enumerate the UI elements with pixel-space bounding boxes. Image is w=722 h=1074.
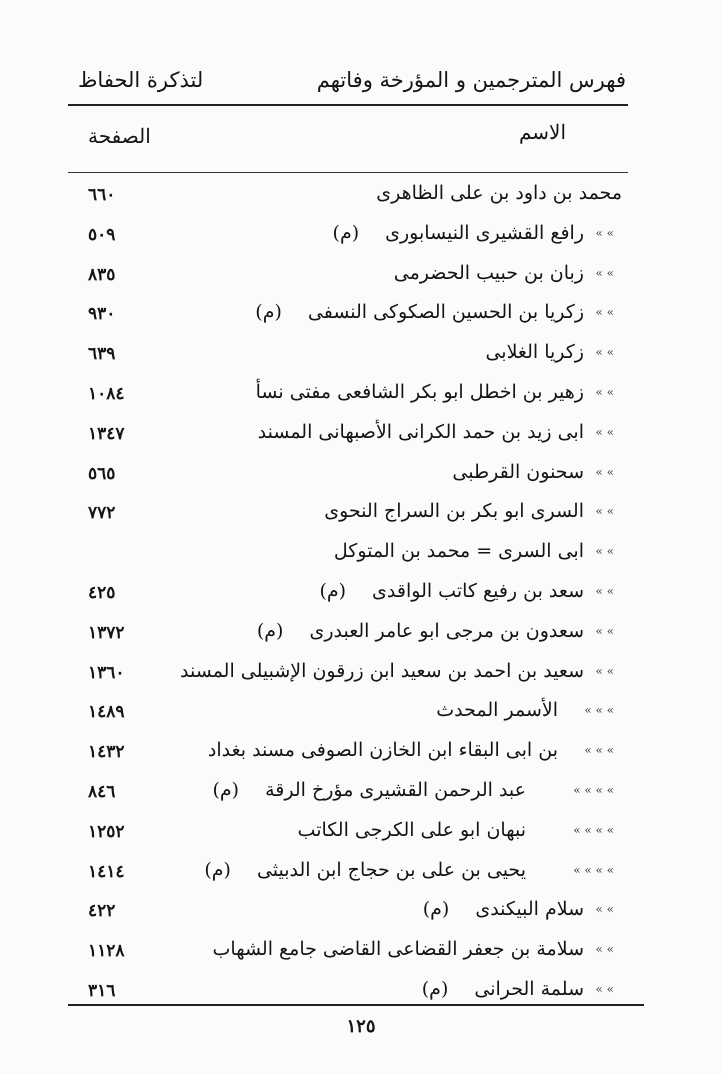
entry-name: [256, 381, 584, 403]
entry-name: [257, 620, 584, 642]
index-entry: [60, 892, 642, 932]
entry-name: [452, 461, 584, 483]
ditto-marks: » »: [595, 384, 614, 399]
entry-name-text: ابى السرى = محمد بن المتوكل: [333, 540, 584, 563]
header-rule: [68, 104, 628, 106]
index-entry: [60, 176, 642, 216]
entry-name-text: زبان بن حبيب الحضرمى: [393, 261, 584, 284]
dated-death-tag: (م): [332, 221, 360, 244]
entry-name-text: سلمة الحرانى: [474, 977, 584, 1000]
index-entry: [60, 494, 642, 534]
index-entry: [60, 295, 642, 335]
entry-page-number: ٨٤٦: [88, 781, 116, 802]
ditto-marks: » »: [595, 623, 614, 638]
ditto-marks: » »: [595, 424, 614, 439]
entry-name-text: سعدون بن مرجى ابو عامر العبدرى: [309, 619, 584, 642]
entry-page-number: ٦٦٠: [88, 185, 116, 205]
index-entry: [60, 216, 642, 256]
name-column-header: الاسم: [518, 120, 566, 144]
entry-name: [255, 301, 584, 323]
dated-death-tag: (م): [319, 579, 347, 602]
index-entry: [60, 335, 642, 375]
entry-page-number: ٥٦٥: [88, 463, 116, 484]
index-entries: [60, 176, 642, 1012]
entry-page-number: ١٣٦٠: [88, 662, 125, 683]
entry-page-number: ٨٣٥: [88, 264, 116, 285]
ditto-marks: » » »: [584, 703, 614, 718]
entry-name-text: سلامة بن جعفر القضاعى القاضى جامع الشهاب: [212, 938, 584, 961]
entry-name-text: سلام البيكندى: [475, 898, 584, 921]
entry-name-text: الأسمر المحدث: [436, 699, 558, 722]
entry-name-text: بن ابى البقاء ابن الخازن الصوفى مسند بغداد: [207, 739, 558, 762]
entry-name: [298, 819, 526, 841]
entry-name: [376, 182, 622, 204]
ditto-marks: » »: [595, 225, 614, 240]
index-entry: [60, 693, 642, 733]
entry-name: [213, 938, 584, 960]
ditto-marks: » »: [595, 981, 614, 996]
ditto-marks: » » » »: [573, 782, 614, 797]
column-header-rule: [68, 172, 628, 173]
entry-page-number: ٦٣٩: [88, 344, 116, 365]
ditto-marks: » »: [595, 464, 614, 479]
ditto-marks: » »: [595, 544, 614, 559]
running-header: [66, 62, 626, 102]
entry-name-text: ابى زيد بن حمد الكرانى الأصبهانى المسند: [257, 420, 584, 443]
ditto-marks: » »: [595, 305, 614, 320]
ditto-marks: » » » »: [573, 822, 614, 837]
ditto-marks: » »: [595, 942, 614, 957]
entry-page-number: ١٤١٤: [88, 861, 125, 882]
entry-name-text: رافع القشيرى النيسابورى: [385, 221, 584, 244]
entry-page-number: ٩٣٠: [88, 304, 116, 325]
entry-name-text: السرى ابو بكر بن السراج النحوى: [324, 500, 584, 523]
ditto-marks: » »: [595, 504, 614, 519]
entry-name: [180, 660, 584, 682]
dated-death-tag: (م): [256, 619, 284, 642]
dated-death-tag: (م): [421, 977, 449, 1000]
entry-name-text: سعيد بن احمد بن سعيد ابن زرقون الإشبيلى المسند: [180, 659, 584, 682]
entry-name-text: زكريا الغلابى: [485, 341, 584, 364]
entry-page-number: ٧٧٢: [88, 503, 116, 524]
entry-page-number: ١٣٧٢: [88, 622, 125, 643]
entry-name-text: محمد بن داود بن على الظاهرى: [376, 182, 622, 204]
entry-name: [204, 859, 526, 881]
entry-page-number: ١١٢٨: [88, 941, 125, 962]
entry-name: [319, 580, 584, 602]
entry-name: [394, 262, 584, 284]
entry-name-text: نبهان ابو على الكرجى الكاتب: [297, 818, 526, 841]
index-entry: [60, 733, 642, 773]
dated-death-tag: (م): [422, 898, 450, 921]
index-entry: [60, 455, 642, 495]
column-headers: [66, 116, 626, 156]
entry-name: [212, 779, 526, 801]
entry-name: [324, 500, 584, 522]
entry-name-text: سعد بن رفيع كاتب الواقدى: [372, 579, 584, 602]
index-entry: [60, 415, 642, 455]
page-number: ١٢٥: [346, 1016, 376, 1037]
entry-name: [334, 540, 584, 562]
entry-name: [422, 978, 584, 1000]
entry-name-text: سحنون القرطبى: [452, 460, 584, 483]
index-entry: [60, 375, 642, 415]
entry-name: [208, 739, 558, 761]
entry-name: [485, 341, 584, 363]
entry-name: [333, 222, 584, 244]
index-entry: [60, 614, 642, 654]
entry-page-number: ٥٠٩: [88, 224, 116, 245]
entry-page-number: ١٤٣٢: [88, 742, 125, 763]
entry-page-number: ٤٢٥: [88, 582, 116, 603]
entry-name-text: زهير بن اخطل ابو بكر الشافعى مفتى نسأ: [255, 380, 584, 403]
index-entry: [60, 256, 642, 296]
header-book-title: لتذكرة الحفاظ: [78, 68, 204, 92]
index-entry: [60, 773, 642, 813]
ditto-marks: » »: [595, 902, 614, 917]
index-entry: [60, 574, 642, 614]
ditto-marks: » »: [595, 663, 614, 678]
index-entry: [60, 534, 642, 574]
index-entry: [60, 813, 642, 853]
entry-page-number: ١٢٥٢: [88, 821, 125, 842]
entry-name-text: يحيى بن على بن حجاج ابن الدبيثى: [256, 858, 526, 881]
entry-name-text: عبد الرحمن القشيرى مؤرخ الرقة: [265, 778, 526, 801]
ditto-marks: » » » »: [573, 862, 614, 877]
entry-page-number: ١٣٤٧: [88, 423, 125, 444]
entry-name: [436, 699, 558, 721]
dated-death-tag: (م): [212, 778, 240, 801]
dated-death-tag: (م): [255, 301, 282, 324]
ditto-marks: » »: [595, 265, 614, 280]
page-column-header: الصفحة: [88, 124, 151, 148]
ditto-marks: » » »: [584, 743, 614, 758]
ditto-marks: » »: [595, 345, 614, 360]
dated-death-tag: (م): [204, 858, 231, 881]
index-entry: [60, 932, 642, 972]
ditto-marks: » »: [595, 583, 614, 598]
entry-page-number: ٣١٦: [88, 980, 116, 1001]
entry-page-number: ٤٢٢: [88, 901, 116, 922]
entry-page-number: ١٤٨٩: [88, 702, 125, 723]
index-entry: [60, 853, 642, 893]
footer-rule: [68, 1004, 644, 1006]
entry-name-text: زكريا بن الحسين الصكوكى النسفى: [307, 301, 584, 324]
entry-name: [258, 421, 584, 443]
entry-page-number: ١٠٨٤: [88, 383, 125, 404]
header-index-title: فهرس المترجمين و المؤرخة وفاتهم: [316, 68, 626, 92]
entry-name: [423, 898, 584, 920]
index-entry: [60, 654, 642, 694]
